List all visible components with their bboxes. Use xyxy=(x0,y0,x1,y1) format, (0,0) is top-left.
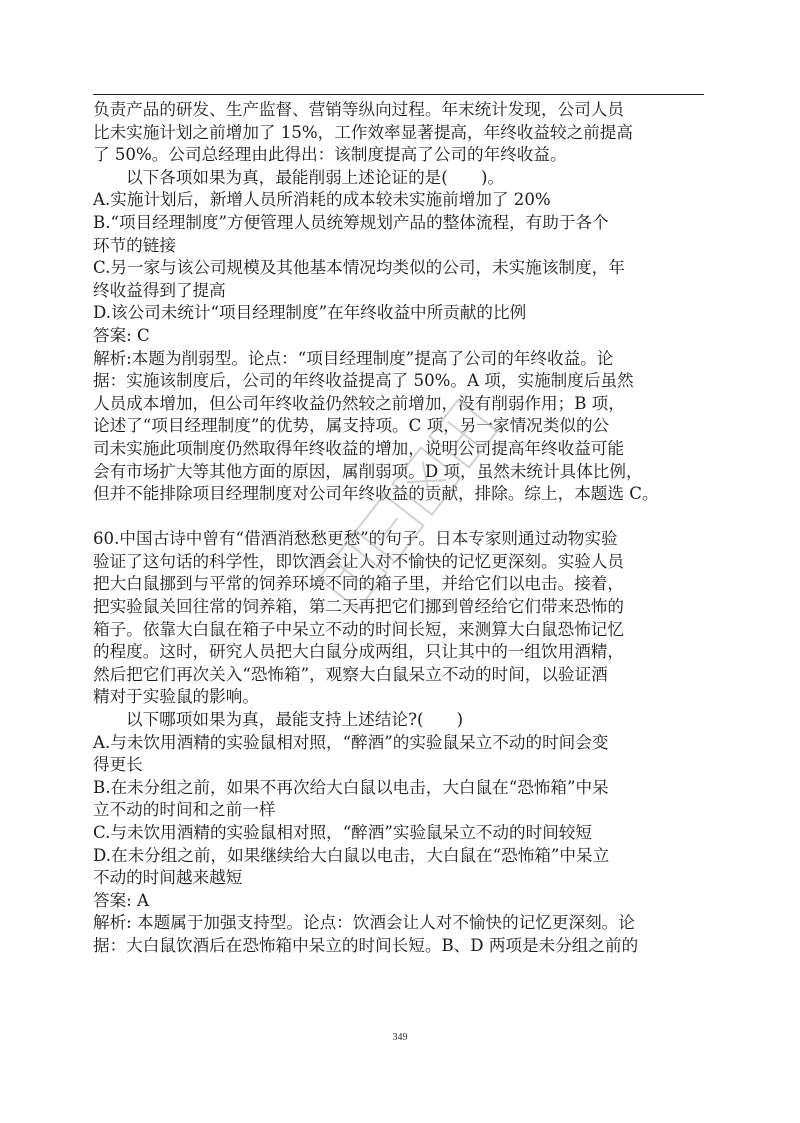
question-prompt: 以下各项如果为真，最能削弱上述论证的是( )。 xyxy=(126,167,505,187)
analysis: 解析: 本题属于加强支持型。论点：饮酒会让人对不愉快的记忆更深刻。论 xyxy=(93,913,635,933)
text-line: 负责产品的研发、生产监督、营销等纵向过程。年末统计发现，公司人员 xyxy=(93,100,624,119)
analysis: 论述了“项目经理制度”的优势，属支持项。C 项，另一家情况类似的公 xyxy=(93,416,610,436)
paragraph-gap xyxy=(93,506,704,529)
header-rule xyxy=(93,94,704,95)
option-d: D.该公司未统计“项目经理制度”在年终收益中所贡献的比例 xyxy=(93,303,527,323)
text-line: 箱子。依靠大白鼠在箱子中呆立不动的时间长短，来测算大白鼠恐怖记忆 xyxy=(93,619,624,639)
answer: 答案: A xyxy=(93,890,150,910)
option-b: B.“项目经理制度”方便管理人员统筹规划产品的整体流程，有助于各个 xyxy=(93,212,609,232)
option-b-cont: 立不动的时间和之前一样 xyxy=(93,800,276,820)
analysis: 据：大白鼠饮酒后在恐怖箱中呆立的时间长短。B、D 两项是未分组之前的 xyxy=(93,935,639,955)
analysis: 据：实施该制度后，公司的年终收益提高了 50%。A 项，实施制度后虽然 xyxy=(93,371,634,391)
text-line: 然后把它们再次关入“恐怖箱”，观察大白鼠呆立不动的时间，以验证酒 xyxy=(93,664,608,684)
text-line: 了 50%。公司总经理由此得出：该制度提高了公司的年终收益。 xyxy=(93,145,567,165)
analysis: 会有市场扩大等其他方面的原因，属削弱项。D 项，虽然未统计具体比例， xyxy=(93,461,643,481)
analysis: 人员成本增加，但公司年终收益仍然较之前增加，没有削弱作用；B 项， xyxy=(93,393,625,413)
option-d: D.在未分组之前，如果继续给大白鼠以电击，大白鼠在“恐怖箱”中呆立 xyxy=(93,845,610,865)
option-a-cont: 得更长 xyxy=(93,755,143,775)
option-c: C.另一家与该公司规模及其他基本情况均类似的公司，未实施该制度，年 xyxy=(93,258,625,278)
text-line: 把实验鼠关回往常的饲养箱，第二天再把它们挪到曾经给它们带来恐怖的 xyxy=(93,597,624,617)
option-d-cont: 不动的时间越来越短 xyxy=(93,868,243,888)
text-line: 把大白鼠挪到与平常的饲养环境不同的箱子里，并给它们以电击。接着， xyxy=(93,574,624,594)
option-c-cont: 终收益得到了提高 xyxy=(93,280,226,300)
text-line: 精对于实验鼠的影响。 xyxy=(93,687,259,707)
text-line: 验证了这句话的科学性，即饮酒会让人对不愉快的记忆更深刻。实验人员 xyxy=(93,551,624,571)
text-line: 的程度。这时，研究人员把大白鼠分成两组，只让其中的一组饮用酒精， xyxy=(93,642,624,662)
text-line: 比未实施计划之前增加了 15%，工作效率显著提高，年终收益较之前提高 xyxy=(93,122,633,142)
option-b-cont: 环节的链接 xyxy=(93,235,176,255)
analysis: 但并不能排除项目经理制度对公司年终收益的贡献，排除。综上，本题选 C。 xyxy=(93,484,659,504)
option-a: A.与未饮用酒精的实验鼠相对照，“醉酒”的实验鼠呆立不动的时间会变 xyxy=(93,732,609,752)
option-a: A.实施计划后，新增人员所消耗的成本较未实施前增加了 20% xyxy=(93,190,551,210)
question-prompt: 以下哪项如果为真，最能支持上述结论?( ) xyxy=(126,710,464,730)
answer: 答案: C xyxy=(93,325,150,345)
analysis: 司未实施此项制度仍然取得年终收益的增加，说明公司提高年终收益可能 xyxy=(93,438,624,458)
page-body xyxy=(93,99,704,958)
option-c: C.与未饮用酒精的实验鼠相对照，“醉酒”实验鼠呆立不动的时间较短 xyxy=(93,823,592,842)
analysis: 解析:本题为削弱型。论点：“项目经理制度”提高了公司的年终收益。论 xyxy=(93,348,614,368)
page-number: 349 xyxy=(392,1032,408,1043)
question-60: 60.中国古诗中曾有“借酒消愁愁更愁”的句子。日本专家则通过动物实验 xyxy=(93,529,618,549)
option-b: B.在未分组之前，如果不再次给大白鼠以电击，大白鼠在“恐怖箱”中呆 xyxy=(93,777,609,797)
